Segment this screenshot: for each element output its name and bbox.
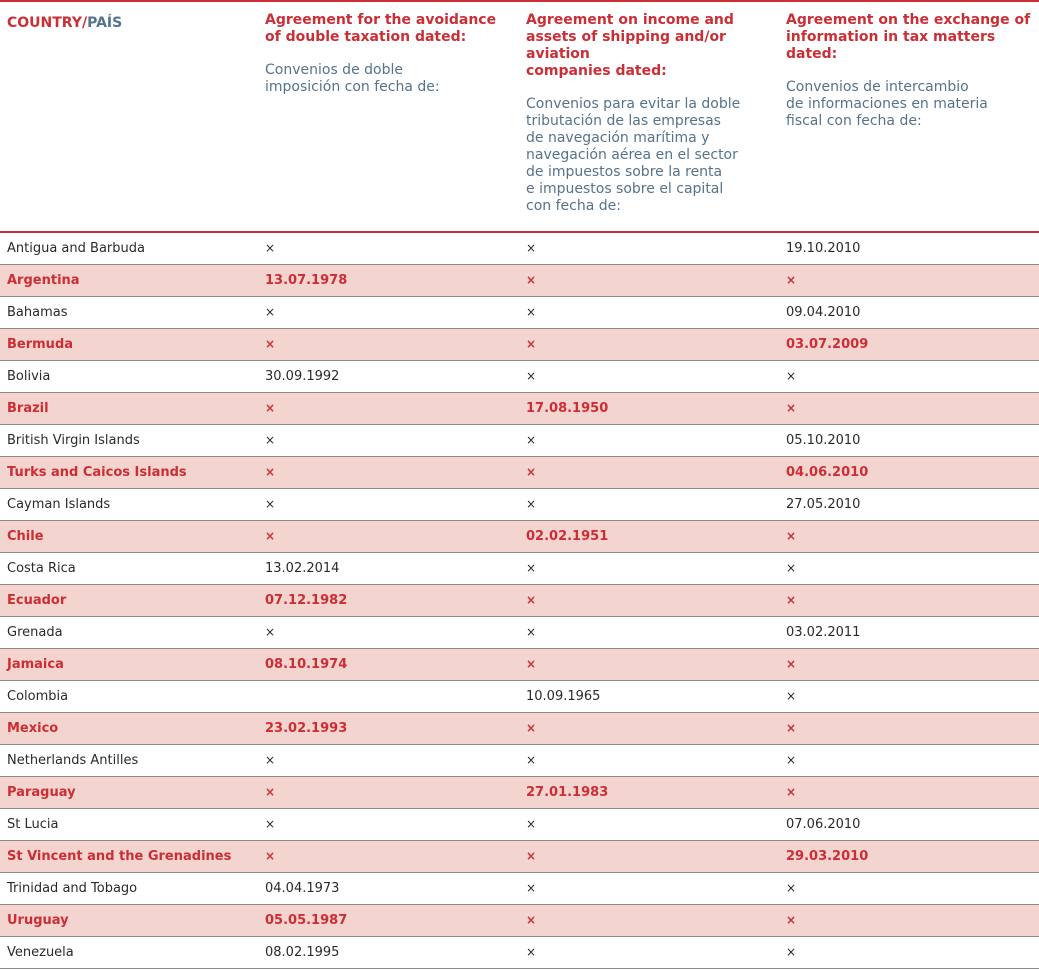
double-taxation-cell: 07.12.1982	[265, 593, 348, 608]
double-taxation-cell: ×	[265, 401, 276, 415]
header-information-exchange	[786, 12, 1039, 130]
double-taxation-cell: 05.05.1987	[265, 913, 348, 928]
double-taxation-cell: ×	[265, 785, 276, 799]
country-cell: Mexico	[7, 721, 59, 736]
information-exchange-cell: 03.07.2009	[786, 337, 869, 352]
information-exchange-cell: 07.06.2010	[786, 817, 861, 832]
double-taxation-cell: ×	[265, 849, 276, 863]
table-body	[0, 233, 1039, 969]
country-cell: Brazil	[7, 401, 49, 416]
information-exchange-cell: 09.04.2010	[786, 305, 861, 320]
country-cell: Bermuda	[7, 337, 74, 352]
country-cell: Turks and Caicos Islands	[7, 465, 187, 480]
shipping-aviation-cell: 02.02.1951	[526, 529, 609, 544]
shipping-aviation-cell: ×	[526, 817, 537, 831]
country-cell: Trinidad and Tobago	[7, 881, 138, 896]
information-exchange-cell: ×	[786, 753, 797, 767]
shipping-aviation-cell: 10.09.1965	[526, 689, 601, 704]
header-country-en: COUNTRY	[7, 15, 82, 31]
table-row	[0, 745, 1039, 777]
country-cell: Bahamas	[7, 305, 68, 320]
header-information-exchange-es: Convenios de intercambio de informaciones en materia fiscal con fecha de:	[786, 79, 988, 129]
shipping-aviation-cell: ×	[526, 561, 537, 575]
double-taxation-cell: ×	[265, 625, 276, 639]
shipping-aviation-cell: ×	[526, 305, 537, 319]
header-double-taxation	[265, 12, 510, 96]
information-exchange-cell: 04.06.2010	[786, 465, 869, 480]
double-taxation-cell: 13.02.2014	[265, 561, 340, 576]
information-exchange-cell: ×	[786, 401, 797, 415]
double-taxation-cell: 23.02.1993	[265, 721, 348, 736]
table-row	[0, 873, 1039, 905]
information-exchange-cell: 27.05.2010	[786, 497, 861, 512]
information-exchange-cell: 19.10.2010	[786, 241, 861, 256]
shipping-aviation-cell: ×	[526, 625, 537, 639]
country-cell: Ecuador	[7, 593, 67, 608]
shipping-aviation-cell: ×	[526, 497, 537, 511]
shipping-aviation-cell: ×	[526, 881, 537, 895]
table-row	[0, 713, 1039, 745]
double-taxation-cell: ×	[265, 497, 276, 511]
table-row	[0, 905, 1039, 937]
table-row	[0, 649, 1039, 681]
table-row	[0, 361, 1039, 393]
country-cell: Costa Rica	[7, 561, 76, 576]
country-cell: Netherlands Antilles	[7, 753, 139, 768]
double-taxation-cell: ×	[265, 241, 276, 255]
header-double-taxation-en: Agreement for the avoidance of double taxation dated:	[265, 12, 497, 45]
header-shipping-aviation-en: Agreement on income and assets of shipping and/or aviation companies dated:	[526, 12, 734, 79]
header-shipping-aviation-es: Convenios para evitar la doble tributación de las empresas de navegación marítima y navegación aérea en el sector de impuestos sobre la renta e impuestos sobre el capital con fecha de:	[526, 96, 741, 214]
table-row	[0, 521, 1039, 553]
header-shipping-aviation	[526, 12, 778, 215]
shipping-aviation-cell: 27.01.1983	[526, 785, 609, 800]
shipping-aviation-cell: ×	[526, 369, 537, 383]
double-taxation-cell: ×	[265, 337, 276, 351]
table-header	[0, 2, 1039, 231]
country-cell: Argentina	[7, 273, 80, 288]
information-exchange-cell: ×	[786, 273, 797, 287]
country-cell: Uruguay	[7, 913, 69, 928]
shipping-aviation-cell: ×	[526, 721, 537, 735]
information-exchange-cell: 03.02.2011	[786, 625, 861, 640]
information-exchange-cell: ×	[786, 369, 797, 383]
shipping-aviation-cell: ×	[526, 753, 537, 767]
table-row	[0, 457, 1039, 489]
double-taxation-cell: ×	[265, 529, 276, 543]
information-exchange-cell: 29.03.2010	[786, 849, 869, 864]
information-exchange-cell: ×	[786, 785, 797, 799]
double-taxation-cell: 08.10.1974	[265, 657, 348, 672]
information-exchange-cell: ×	[786, 657, 797, 671]
table-row	[0, 809, 1039, 841]
information-exchange-cell: ×	[786, 529, 797, 543]
table-row	[0, 297, 1039, 329]
header-country-es: PAÍS	[87, 15, 123, 31]
shipping-aviation-cell: ×	[526, 433, 537, 447]
double-taxation-cell: 13.07.1978	[265, 273, 348, 288]
shipping-aviation-cell: ×	[526, 273, 537, 287]
country-cell: Venezuela	[7, 945, 74, 960]
information-exchange-cell: ×	[786, 593, 797, 607]
shipping-aviation-cell: ×	[526, 593, 537, 607]
table-row	[0, 425, 1039, 457]
country-cell: Grenada	[7, 625, 63, 640]
table-row	[0, 841, 1039, 873]
table-row	[0, 265, 1039, 297]
information-exchange-cell: 05.10.2010	[786, 433, 861, 448]
header-country-separator: /	[81, 15, 88, 31]
information-exchange-cell: ×	[786, 689, 797, 703]
shipping-aviation-cell: ×	[526, 657, 537, 671]
country-cell: Jamaica	[7, 657, 64, 672]
information-exchange-cell: ×	[786, 881, 797, 895]
table-row	[0, 329, 1039, 361]
country-cell: Colombia	[7, 689, 69, 704]
header-information-exchange-en: Agreement on the exchange of information in tax matters dated:	[786, 12, 1031, 62]
header-double-taxation-es: Convenios de doble imposición con fecha de:	[265, 62, 440, 95]
table-row	[0, 937, 1039, 969]
table-row	[0, 617, 1039, 649]
table-row	[0, 681, 1039, 713]
double-taxation-cell: ×	[265, 753, 276, 767]
information-exchange-cell: ×	[786, 913, 797, 927]
shipping-aviation-cell: ×	[526, 241, 537, 255]
country-cell: Antigua and Barbuda	[7, 241, 145, 256]
shipping-aviation-cell: 17.08.1950	[526, 401, 609, 416]
double-taxation-cell: ×	[265, 465, 276, 479]
double-taxation-cell: 08.02.1995	[265, 945, 340, 960]
table-row	[0, 553, 1039, 585]
shipping-aviation-cell: ×	[526, 337, 537, 351]
country-cell: Paraguay	[7, 785, 76, 800]
header-country	[7, 12, 247, 32]
double-taxation-cell: ×	[265, 433, 276, 447]
shipping-aviation-cell: ×	[526, 945, 537, 959]
table-row	[0, 233, 1039, 265]
country-cell: Cayman Islands	[7, 497, 111, 512]
country-cell: British Virgin Islands	[7, 433, 140, 448]
information-exchange-cell: ×	[786, 561, 797, 575]
information-exchange-cell: ×	[786, 945, 797, 959]
table-row	[0, 777, 1039, 809]
double-taxation-cell: ×	[265, 305, 276, 319]
double-taxation-cell: 30.09.1992	[265, 369, 340, 384]
table-row	[0, 393, 1039, 425]
country-cell: Bolivia	[7, 369, 51, 384]
shipping-aviation-cell: ×	[526, 849, 537, 863]
table-row	[0, 489, 1039, 521]
shipping-aviation-cell: ×	[526, 465, 537, 479]
information-exchange-cell: ×	[786, 721, 797, 735]
double-taxation-cell: 04.04.1973	[265, 881, 340, 896]
double-taxation-cell: ×	[265, 817, 276, 831]
shipping-aviation-cell: ×	[526, 913, 537, 927]
country-cell: St Lucia	[7, 817, 59, 832]
country-cell: St Vincent and the Grenadines	[7, 849, 232, 864]
table-row	[0, 585, 1039, 617]
country-cell: Chile	[7, 529, 44, 544]
